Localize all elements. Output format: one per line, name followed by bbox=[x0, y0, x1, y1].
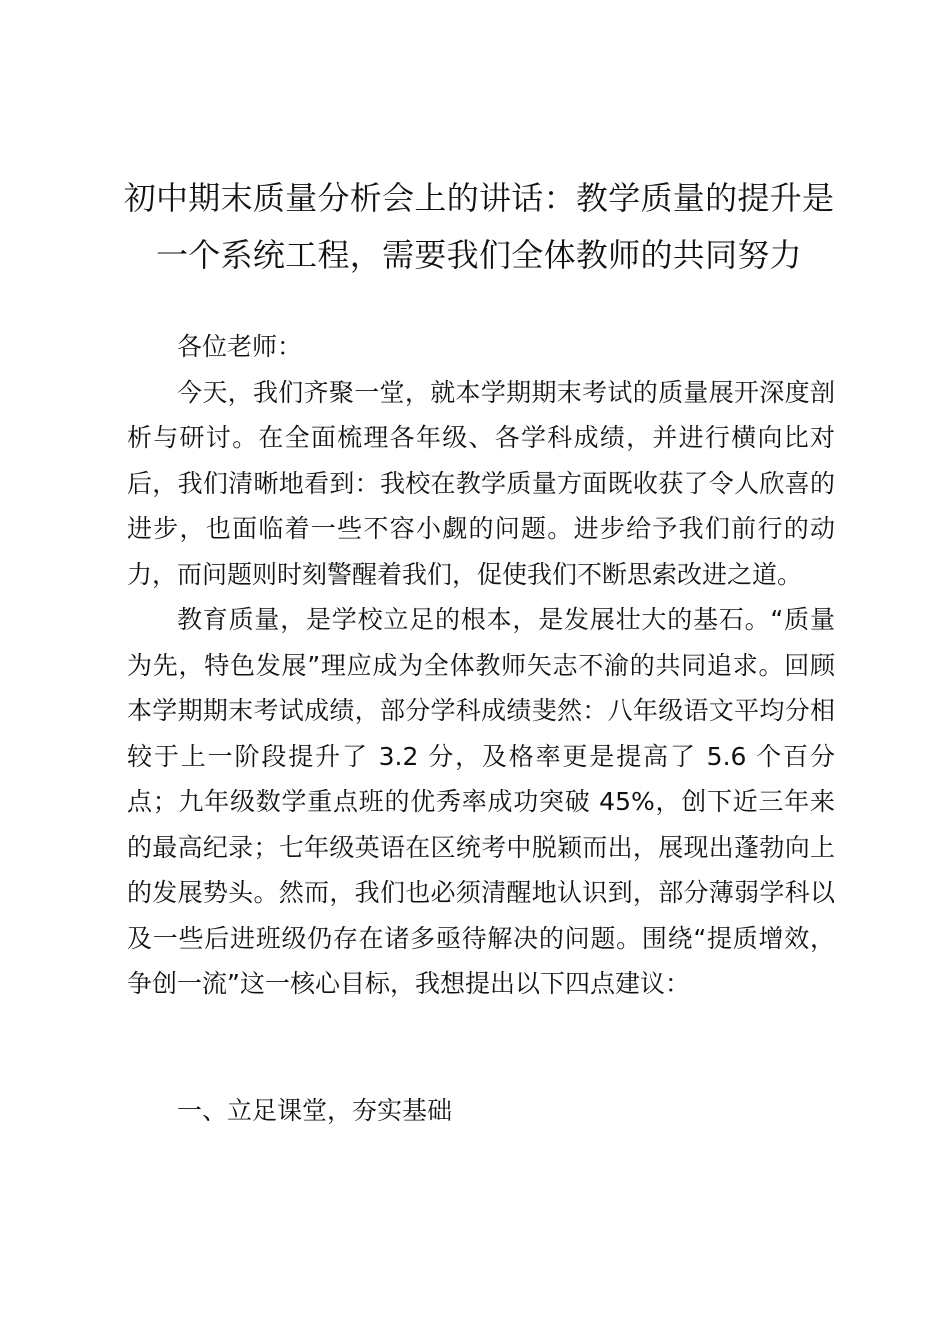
greeting: 各位老师： bbox=[177, 332, 303, 361]
document-body bbox=[127, 324, 835, 1007]
paragraph-2: 教育质量，是学校立足的根本，是发展壮大的基石。“质量为先，特色发展”理应成为全体教师矢志不渝的共同追求。回顾本学期期末考试成绩，部分学科成绩斐然：八年级语文平均分相较于上一阶段提升了 3.2 分，及格率更是提高了 5.6 个百分点；九年级数学重点班的优秀率成功突破 45%，创下近三年来的最高纪录；七年级英语在区统考中脱颖而出，展现出蓬勃向上的发展势头。然而，我们也必须清醒地认识到，部分薄弱学科以及一些后进班级仍存在诸多亟待解决的问题。围绕“提质增效，争创一流”这一核心目标，我想提出以下四点建议： bbox=[127, 605, 835, 998]
document-title: 初中期末质量分析会上的讲话：教学质量的提升是一个系统工程，需要我们全体教师的共同努力 bbox=[123, 179, 835, 274]
paragraph-1: 今天，我们齐聚一堂，就本学期期末考试的质量展开深度剖析与研讨。在全面梳理各年级、各学科成绩，并进行横向比对后，我们清晰地看到：我校在教学质量方面既收获了令人欣喜的进步，也面临着一些不容小觑的问题。进步给予我们前行的动力，而问题则时刻警醒着我们，促使我们不断思索改进之道。 bbox=[127, 377, 835, 589]
section-heading: 一、立足课堂，夯实基础 bbox=[177, 1096, 453, 1125]
